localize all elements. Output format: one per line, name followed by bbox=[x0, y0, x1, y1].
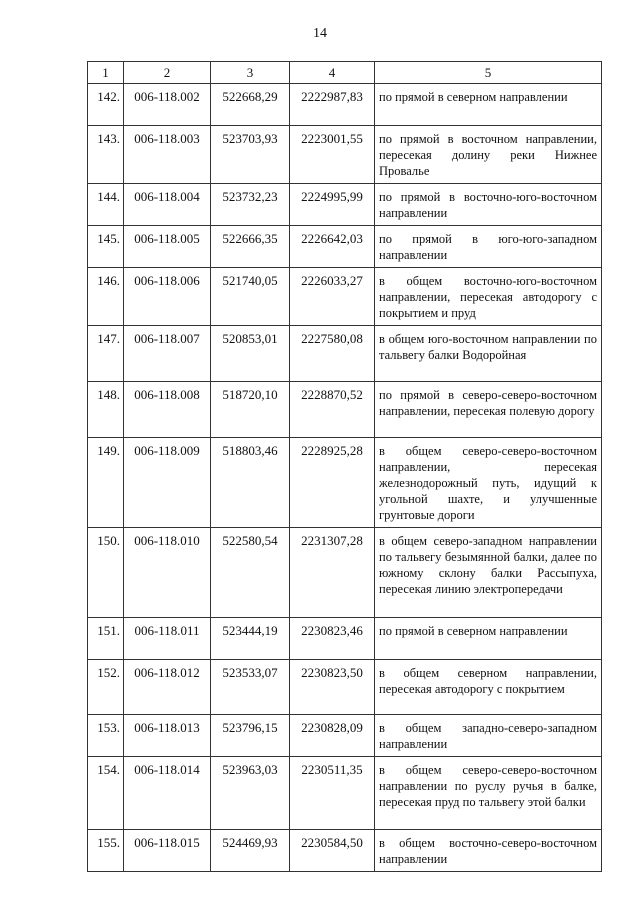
coordinate-x: 523796,15 bbox=[211, 715, 290, 757]
row-number: 154. bbox=[88, 757, 124, 830]
row-number: 145. bbox=[88, 226, 124, 268]
point-code: 006-118.002 bbox=[124, 84, 211, 126]
boundary-description: в общем восточно-юго-восточном направлении, пересекая автодорогу с покрытием и пруд bbox=[375, 268, 602, 326]
table-row bbox=[88, 528, 602, 618]
coordinate-x: 523533,07 bbox=[211, 660, 290, 715]
column-header: 4 bbox=[290, 62, 375, 84]
table-row bbox=[88, 438, 602, 528]
coordinate-y: 2230511,35 bbox=[290, 757, 375, 830]
point-code: 006-118.005 bbox=[124, 226, 211, 268]
point-code: 006-118.003 bbox=[124, 126, 211, 184]
table-row bbox=[88, 830, 602, 872]
table-row bbox=[88, 757, 602, 830]
boundary-description: по прямой в северо-северо-восточном направлении, пересекая полевую дорогу bbox=[375, 382, 602, 438]
coordinate-y: 2230584,50 bbox=[290, 830, 375, 872]
row-number: 149. bbox=[88, 438, 124, 528]
row-number: 152. bbox=[88, 660, 124, 715]
point-code: 006-118.006 bbox=[124, 268, 211, 326]
page-number: 14 bbox=[313, 26, 327, 41]
coordinate-x: 518720,10 bbox=[211, 382, 290, 438]
row-number: 144. bbox=[88, 184, 124, 226]
boundary-description: по прямой в юго-юго-западном направлении bbox=[375, 226, 602, 268]
column-header: 5 bbox=[375, 62, 602, 84]
boundary-points-table bbox=[87, 61, 602, 872]
coordinate-y: 2224995,99 bbox=[290, 184, 375, 226]
boundary-description: по прямой в северном направлении bbox=[375, 84, 602, 126]
column-header: 3 bbox=[211, 62, 290, 84]
table-row bbox=[88, 126, 602, 184]
point-code: 006-118.009 bbox=[124, 438, 211, 528]
table-row bbox=[88, 184, 602, 226]
table-row bbox=[88, 715, 602, 757]
table-row bbox=[88, 618, 602, 660]
boundary-description: в общем северном направлении, пересекая автодорогу с покрытием bbox=[375, 660, 602, 715]
table-row bbox=[88, 268, 602, 326]
point-code: 006-118.011 bbox=[124, 618, 211, 660]
boundary-description: по прямой в восточно-юго-восточном направлении bbox=[375, 184, 602, 226]
coordinate-y: 2228870,52 bbox=[290, 382, 375, 438]
row-number: 148. bbox=[88, 382, 124, 438]
row-number: 155. bbox=[88, 830, 124, 872]
coordinate-x: 522580,54 bbox=[211, 528, 290, 618]
row-number: 142. bbox=[88, 84, 124, 126]
point-code: 006-118.014 bbox=[124, 757, 211, 830]
coordinate-x: 524469,93 bbox=[211, 830, 290, 872]
coordinate-x: 523444,19 bbox=[211, 618, 290, 660]
boundary-description: по прямой в восточном направлении, пересекая долину реки Нижнее Провалье bbox=[375, 126, 602, 184]
row-number: 143. bbox=[88, 126, 124, 184]
coordinate-y: 2227580,08 bbox=[290, 326, 375, 382]
coordinate-x: 521740,05 bbox=[211, 268, 290, 326]
point-code: 006-118.008 bbox=[124, 382, 211, 438]
row-number: 153. bbox=[88, 715, 124, 757]
point-code: 006-118.013 bbox=[124, 715, 211, 757]
coordinate-y: 2223001,55 bbox=[290, 126, 375, 184]
point-code: 006-118.010 bbox=[124, 528, 211, 618]
coordinate-x: 523963,03 bbox=[211, 757, 290, 830]
boundary-description: в общем западно-северо-западном направлении bbox=[375, 715, 602, 757]
point-code: 006-118.004 bbox=[124, 184, 211, 226]
coordinate-y: 2231307,28 bbox=[290, 528, 375, 618]
boundary-description: в общем восточно-северо-восточном направлении bbox=[375, 830, 602, 872]
table-row bbox=[88, 84, 602, 126]
row-number: 147. bbox=[88, 326, 124, 382]
table-row bbox=[88, 382, 602, 438]
table-row bbox=[88, 326, 602, 382]
coordinate-x: 523703,93 bbox=[211, 126, 290, 184]
point-code: 006-118.007 bbox=[124, 326, 211, 382]
point-code: 006-118.015 bbox=[124, 830, 211, 872]
boundary-description: в общем северо-северо-восточном направлении, пересекая железнодорожный путь, идущий к угольной шахте, и улучшенные грунтовые дороги bbox=[375, 438, 602, 528]
coordinate-x: 522666,35 bbox=[211, 226, 290, 268]
boundary-description: в общем юго-восточном направлении по тальвегу балки Водоройная bbox=[375, 326, 602, 382]
coordinate-y: 2230823,50 bbox=[290, 660, 375, 715]
table-header-row bbox=[88, 62, 602, 84]
coordinate-x: 520853,01 bbox=[211, 326, 290, 382]
coordinate-y: 2230823,46 bbox=[290, 618, 375, 660]
coordinate-y: 2226642,03 bbox=[290, 226, 375, 268]
column-header: 1 bbox=[88, 62, 124, 84]
boundary-description: в общем северо-северо-восточном направлении по руслу ручья в балке, пересекая пруд по тальвегу этой балки bbox=[375, 757, 602, 830]
coordinate-y: 2226033,27 bbox=[290, 268, 375, 326]
boundary-description: по прямой в северном направлении bbox=[375, 618, 602, 660]
column-header: 2 bbox=[124, 62, 211, 84]
boundary-description: в общем северо-западном направлении по тальвегу безымянной балки, далее по южному склону балки Рассыпуха, пересекая линию электропередачи bbox=[375, 528, 602, 618]
point-code: 006-118.012 bbox=[124, 660, 211, 715]
coordinate-x: 522668,29 bbox=[211, 84, 290, 126]
coordinate-x: 523732,23 bbox=[211, 184, 290, 226]
table-row bbox=[88, 226, 602, 268]
row-number: 146. bbox=[88, 268, 124, 326]
table-row bbox=[88, 660, 602, 715]
row-number: 151. bbox=[88, 618, 124, 660]
coordinate-x: 518803,46 bbox=[211, 438, 290, 528]
coordinate-y: 2222987,83 bbox=[290, 84, 375, 126]
coordinate-y: 2228925,28 bbox=[290, 438, 375, 528]
coordinate-y: 2230828,09 bbox=[290, 715, 375, 757]
row-number: 150. bbox=[88, 528, 124, 618]
